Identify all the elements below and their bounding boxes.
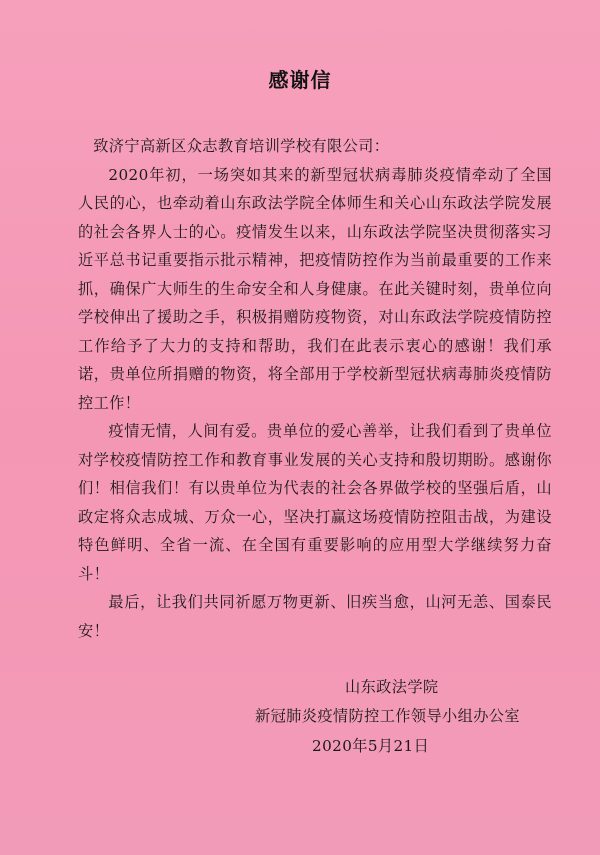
letter-title: 感谢信 xyxy=(268,68,332,92)
letter-body xyxy=(78,132,552,645)
letter-salutation: 致济宁高新区众志教育培训学校有限公司： xyxy=(93,137,390,155)
letter-paragraph-2: 疫情无情，人间有爱。贵单位的爱心善举，让我们看到了贵单位对学校疫情防控工作和教育事业发展的关心支持和殷切期盼。感谢你们！相信我们！有以贵单位为代表的社会各界做学校的坚强后盾，山政定将众志成城、万众一心，坚决打赢这场疫情防控阻击战，为建设特色鲜明、全省一流、在全国有重要影响的应用型大学继续努力奋斗！ xyxy=(78,422,552,583)
signature-office: 新冠肺炎疫情防控工作领导小组办公室 xyxy=(255,707,520,725)
letter-paragraph-3: 最后，让我们共同祈愿万物更新、旧疾当愈，山河无恙、国泰民安！ xyxy=(78,593,552,640)
signature-date: 2020年5月21日 xyxy=(312,737,430,755)
signature-organization: 山东政法学院 xyxy=(345,678,439,696)
letter-paragraph-1: 2020年初，一场突如其来的新型冠状病毒肺炎疫情牵动了全国人民的心，也牵动着山东政法学院全体师生和关心山东政法学院发展的社会各界人士的心。疫情发生以来，山东政法学院坚决贯彻落实习近平总书记重要指示批示精神，把疫情防控作为当前最重要的工作来抓，确保广大师生的生命安全和人身健康。在此关键时刻，贵单位向学校伸出了援助之手，积极捐赠防疫物资，对山东政法学院疫情防控工作给予了大力的支持和帮助，我们在此表示衷心的感谢！我们承诺，贵单位所捐赠的物资，将全部用于学校新型冠状病毒肺炎疫情防控工作！ xyxy=(78,165,552,412)
